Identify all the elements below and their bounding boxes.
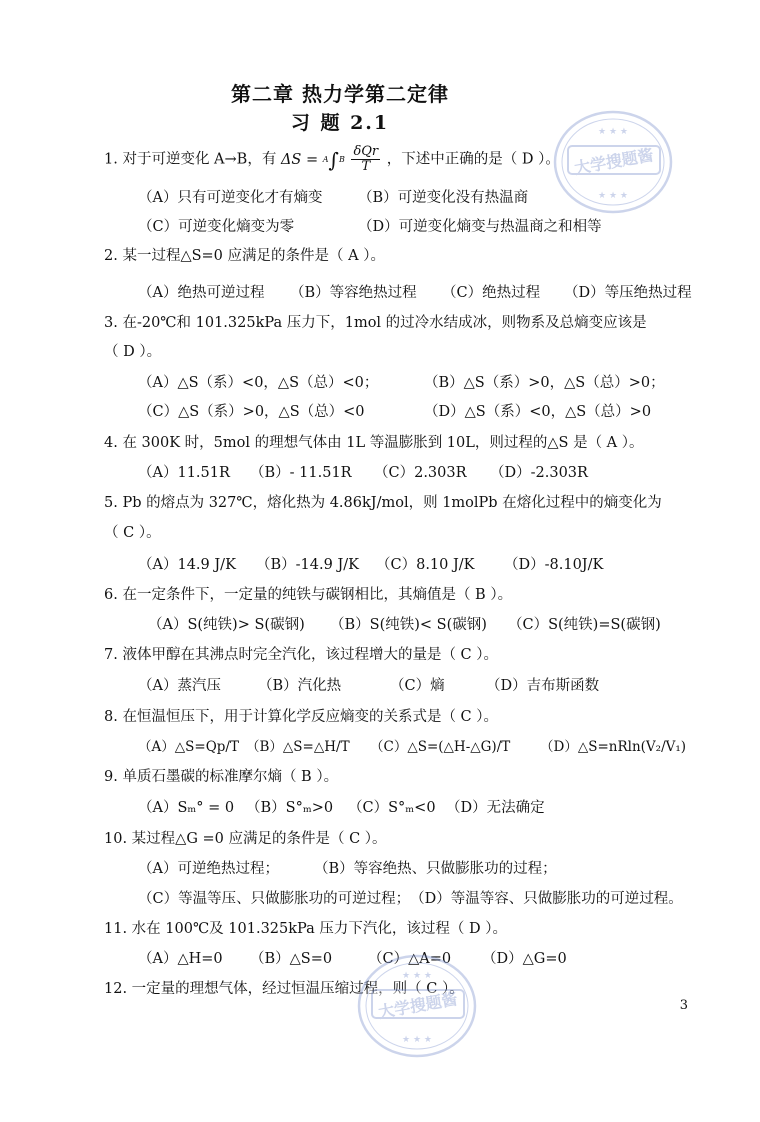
question-1-prefix: 1. 对于可逆变化 A→B，有 — [104, 151, 277, 168]
entropy-formula: ΔS = A∫B $\frac{\text{δQr}}{T}$ — [280, 144, 379, 174]
option: （A）11.51R — [138, 465, 230, 481]
option: （C）2.303R — [374, 465, 467, 481]
svg-text:★ ★ ★: ★ ★ ★ — [402, 971, 432, 981]
watermark-stamp-bottom — [352, 950, 482, 1062]
option: （B）可逆变化没有热温商 — [358, 190, 529, 206]
question-3: 3. 在-20℃和 101.325kPa 压力下，1mol 的过冷水结成冰，则物系及总熵变应该是 — [104, 315, 647, 331]
question-1 — [104, 145, 560, 174]
option: （A）Sₘ° = 0 — [138, 800, 235, 816]
question-8: 8. 在恒温恒压下，用于计算化学反应熵变的关系式是（ C ）。 — [104, 709, 499, 725]
option: （D）等温等容、只做膨胀功的可逆过程。 — [410, 891, 683, 907]
option: （C）S°ₘ<0 — [348, 800, 436, 816]
option: （B）△S=△H/T — [246, 739, 350, 755]
option: （D）等压绝热过程 — [564, 285, 692, 301]
option: （D）可逆变化熵变与热温商之和相等 — [358, 219, 602, 235]
watermark-text-top: 大学搜题酱 — [572, 145, 655, 178]
svg-text:★ ★ ★: ★ ★ ★ — [402, 1035, 432, 1045]
option: （B）汽化热 — [258, 678, 342, 694]
option: （D）△S=nRln(V₂/V₁) — [540, 739, 687, 755]
option: （A）绝热可逆过程 — [138, 285, 265, 301]
option: （C）△S（系）>0，△S（总）<0 — [138, 404, 365, 420]
svg-text:★ ★ ★: ★ ★ ★ — [598, 127, 628, 137]
question-11: 11. 水在 100℃及 101.325kPa 压力下汽化，该过程（ D ）。 — [104, 921, 507, 937]
option: （C）绝热过程 — [442, 285, 541, 301]
question-2: 2. 某一过程△S=0 应满足的条件是（ A ）。 — [104, 248, 385, 264]
question-8-options — [138, 737, 686, 757]
option: （C）△S=(△H-△G)/T — [370, 739, 511, 755]
question-6-options — [148, 615, 661, 635]
question-4-options — [138, 463, 588, 483]
option: （D）△G=0 — [482, 951, 567, 967]
question-9-options — [138, 798, 545, 818]
question-10-options-row-2 — [138, 889, 683, 909]
option: （A）△S（系）<0，△S（总）<0； — [138, 375, 379, 391]
question-3-options-row-1 — [138, 373, 665, 393]
option: （C）S(纯铁)=S(碳钢) — [508, 617, 661, 633]
option: （A）△S=Qp/T — [138, 739, 239, 755]
option: （B）△S=0 — [250, 951, 333, 967]
question-1-options-row-2 — [138, 217, 602, 237]
question-3-cont: （ D ）。 — [104, 344, 162, 360]
option: （D）-8.10J/K — [504, 557, 604, 573]
question-3-options-row-2 — [138, 402, 651, 422]
svg-text:★ ★ ★: ★ ★ ★ — [598, 191, 628, 201]
question-4: 4. 在 300K 时，5mol 的理想气体由 1L 等温膨胀到 10L，则过程的△S 是（ A ）。 — [104, 435, 644, 451]
question-6: 6. 在一定条件下，一定量的纯铁与碳钢相比，其熵值是（ B ）。 — [104, 587, 513, 603]
option: （B）等容绝热过程 — [290, 285, 417, 301]
option: （C）熵 — [390, 678, 445, 694]
option: （C）8.10 J/K — [376, 557, 475, 573]
question-12: 12. 一定量的理想气体，经过恒温压缩过程，则（ C ）。 — [104, 981, 464, 997]
chapter-title: 第二章 热力学第二定律 — [231, 82, 449, 106]
option: （A）△H=0 — [138, 951, 223, 967]
option: （B）-14.9 J/K — [256, 557, 359, 573]
question-10-options-row-1 — [138, 859, 557, 879]
watermark-text-bottom: 大学搜题酱 — [376, 989, 459, 1022]
option: （D）-2.303R — [490, 465, 588, 481]
question-9: 9. 单质石墨碳的标准摩尔熵（ B ）。 — [104, 769, 339, 785]
option: （C）等温等压、只做膨胀功的可逆过程； — [138, 891, 411, 907]
option: （A）S(纯铁)> S(碳钢) — [148, 617, 305, 633]
question-5-cont: （ C ）。 — [104, 525, 161, 541]
question-5: 5. Pb 的熔点为 327℃，熔化热为 4.86kJ/mol，则 1molPb 在熔化过程中的熵变化为 — [104, 495, 662, 511]
option: （C）△A=0 — [368, 951, 452, 967]
option: （D）无法确定 — [446, 800, 545, 816]
question-7-options — [138, 676, 599, 696]
option: （B）S(纯铁)< S(碳钢) — [330, 617, 487, 633]
question-1-suffix: ，下述中正确的是（ D ）。 — [386, 151, 560, 168]
option: （A）蒸汽压 — [138, 678, 221, 694]
option: （B）S°ₘ>0 — [246, 800, 334, 816]
page-number: 3 — [679, 998, 688, 1013]
question-2-options — [138, 283, 692, 303]
question-10: 10. 某过程△G =0 应满足的条件是（ C ）。 — [104, 831, 387, 847]
section-subtitle: 习 题 2.1 — [290, 112, 390, 134]
option: （B）- 11.51R — [250, 465, 352, 481]
option: （D）吉布斯函数 — [486, 678, 600, 694]
option: （D）△S（系）<0，△S（总）>0 — [424, 404, 652, 420]
option: （A）14.9 J/K — [138, 557, 236, 573]
watermark-stamp-top — [548, 106, 678, 218]
option: （B）△S（系）>0，△S（总）>0； — [424, 375, 665, 391]
option: （A）可逆绝热过程； — [138, 861, 279, 877]
option: （B）等容绝热、只做膨胀功的过程； — [314, 861, 557, 877]
option: （C）可逆变化熵变为零 — [138, 219, 295, 235]
question-5-options — [138, 555, 603, 575]
option: （A）只有可逆变化才有熵变 — [138, 190, 323, 206]
question-7: 7. 液体甲醇在其沸点时完全汽化，该过程增大的量是（ C ）。 — [104, 647, 499, 663]
question-1-options-row-1 — [138, 188, 528, 208]
